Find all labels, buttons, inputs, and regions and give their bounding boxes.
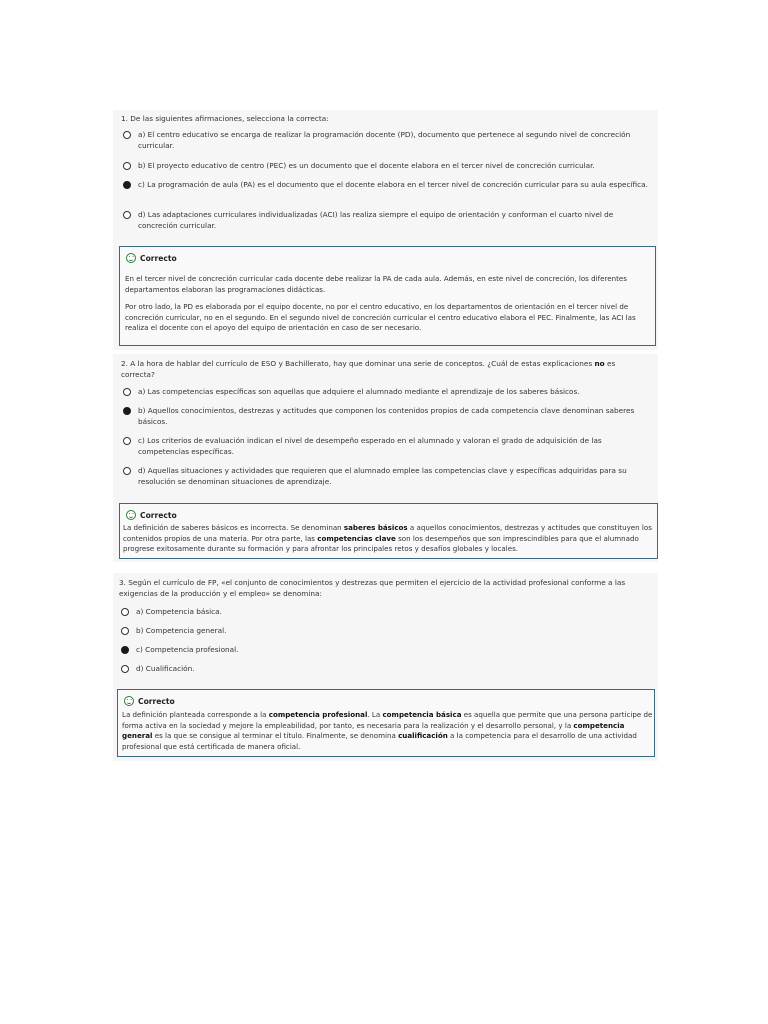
q3-feedback-bold-2: competencia básica	[382, 710, 462, 719]
q2-option-c-label: c) Los criterios de evaluación indican el nivel de desempeño esperado en el alumnado y valoran el grado de adquisición de las competencias específicas.	[138, 436, 602, 456]
q3-feedback-header	[124, 696, 175, 706]
q2-feedback-text-2: a aquellos conocimientos, destrezas y actitudes que constituyen los contenidos propios de una materia. Por otra parte, las	[123, 523, 652, 543]
q3-option-c-label: c) Competencia profesional.	[136, 645, 239, 654]
q3-feedback-text-1: La definición planteada corresponde a la	[122, 710, 269, 719]
q1-feedback-status: Correcto	[140, 253, 177, 263]
radio-q3-d[interactable]	[121, 665, 129, 673]
q1-option-b-label: b) El proyecto educativo de centro (PEC) es un documento que el docente elabora en el tercer nivel de concreción curricular.	[138, 161, 595, 170]
radio-q1-d[interactable]	[123, 211, 131, 219]
q2-option-b-label: b) Aquellos conocimientos, destrezas y actitudes que componen los contenidos propios de cada competencia clave denominan saberes básicos.	[138, 406, 635, 426]
q2-feedback-bold-2: competencias clave	[317, 533, 396, 543]
q3-feedback-text-2: . La	[367, 710, 383, 719]
q3-feedback-bold-4: cualificación	[398, 731, 448, 741]
question-3-text: 3. Según el currículo de FP, «el conjunto de conocimientos y destrezas que permiten el ejercicio de la actividad profesional conforme a las exigencias de la producción y el empleo» se denomina:	[119, 578, 626, 598]
q2-feedback-text-3: son los desempeños que son imprescindibles para que el alumnado progrese exitosamente durante su formación y para afrontar los principales retos y desafíos globales y locales.	[123, 533, 639, 554]
radio-q2-c[interactable]	[123, 437, 131, 445]
smiley-icon	[126, 253, 136, 263]
radio-q2-a[interactable]	[123, 388, 131, 396]
q1-option-d-label: d) Las adaptaciones curriculares individualizadas (ACI) las realiza siempre el equipo de orientación y conforman el cuarto nivel de concreción curricular.	[138, 210, 614, 230]
radio-q1-b[interactable]	[123, 162, 131, 170]
q1-option-c-label: c) La programación de aula (PA) es el documento que el docente elabora en el tercer nivel de concreción curricular para su aula específica.	[138, 180, 648, 189]
q3-feedback-box	[117, 689, 655, 757]
q1-feedback-header	[126, 253, 177, 263]
q3-option-d-label: d) Cualificación.	[136, 664, 195, 673]
smiley-icon	[126, 510, 136, 520]
radio-q2-b-selected[interactable]	[123, 407, 131, 415]
q2-feedback-status: Correcto	[140, 510, 177, 520]
question-2-text	[121, 358, 651, 380]
question-2-text-bold: no	[594, 359, 605, 368]
q2-option-d-label: d) Aquellas situaciones y actividades que requieren que el alumnado emplee las competencias clave y específicas adquiridas para su resolución se denominan situaciones de aprendizaje.	[138, 466, 627, 486]
radio-q1-c-selected[interactable]	[123, 181, 131, 189]
q2-feedback-header	[126, 510, 177, 520]
q2-feedback-text-1: La definición de saberes básicos es incorrecta. Se denominan	[123, 523, 344, 532]
q1-feedback-box	[119, 246, 656, 346]
q2-feedback-bold-1: saberes básicos	[343, 523, 408, 532]
q3-feedback-text-5: a la competencia para el desarrollo de una actividad profesional que está certificada de manera oficial.	[122, 731, 637, 751]
question-1-text: 1. De las siguientes afirmaciones, selecciona la correcta:	[121, 114, 329, 123]
q1-option-a-label: a) El centro educativo se encarga de realizar la programación docente (PD), documento que pertenece al segundo nivel de concreción curricular.	[138, 130, 631, 150]
q3-feedback-text-4: es la que se consigue al terminar el título. Finalmente, se denomina	[152, 731, 399, 741]
q3-feedback-paragraph	[122, 710, 653, 752]
radio-q3-c-selected[interactable]	[121, 646, 129, 654]
q1-feedback-paragraph-2: Por otro lado, la PD es elaborada por el equipo docente, no por el centro educativo, en los departamentos de orientación en el tercer nivel de concreción curricular, no en el segundo. En el segundo nivel de concreción curricular el centro educativo elabora el PEC. Finalmente, las ACI las realiza el docente con el apoyo del equipo de orientación en caso de ser necesario.	[125, 302, 636, 333]
radio-q1-a[interactable]	[123, 131, 131, 139]
radio-q3-a[interactable]	[121, 608, 129, 616]
q3-feedback-bold-3: competencia general	[122, 720, 625, 741]
question-2-text-part2: es correcta?	[121, 359, 616, 379]
q3-feedback-status: Correcto	[138, 696, 175, 706]
q3-option-b-label: b) Competencia general.	[136, 626, 227, 635]
smiley-icon	[124, 696, 134, 706]
q3-feedback-bold-1: competencia profesional	[268, 710, 368, 719]
question-2-text-part1: 2. A la hora de hablar del currículo de ESO y Bachillerato, hay que dominar una serie de conceptos. ¿Cuál de estas explicaciones	[121, 359, 595, 368]
q2-feedback-box	[119, 503, 658, 559]
q1-feedback-paragraph-1: En el tercer nivel de concreción curricular cada docente debe realizar la PA de cada aula. Además, en este nivel de concreción, los diferentes departamentos elaboran las programaciones didácticas.	[125, 274, 627, 294]
radio-q3-b[interactable]	[121, 627, 129, 635]
q3-option-a-label: a) Competencia básica.	[136, 607, 222, 616]
radio-q2-d[interactable]	[123, 467, 131, 475]
q2-feedback-paragraph	[123, 523, 656, 555]
q3-feedback-text-3: es aquella que permite que una persona participe de forma activa en la sociedad y mejore la empleabilidad, por tanto, es necesaria para la realización y el desarrollo personal, y la	[122, 710, 653, 730]
q2-option-a-label: a) Las competencias específicas son aquellas que adquiere el alumnado mediante el aprendizaje de los saberes básicos.	[138, 387, 580, 396]
